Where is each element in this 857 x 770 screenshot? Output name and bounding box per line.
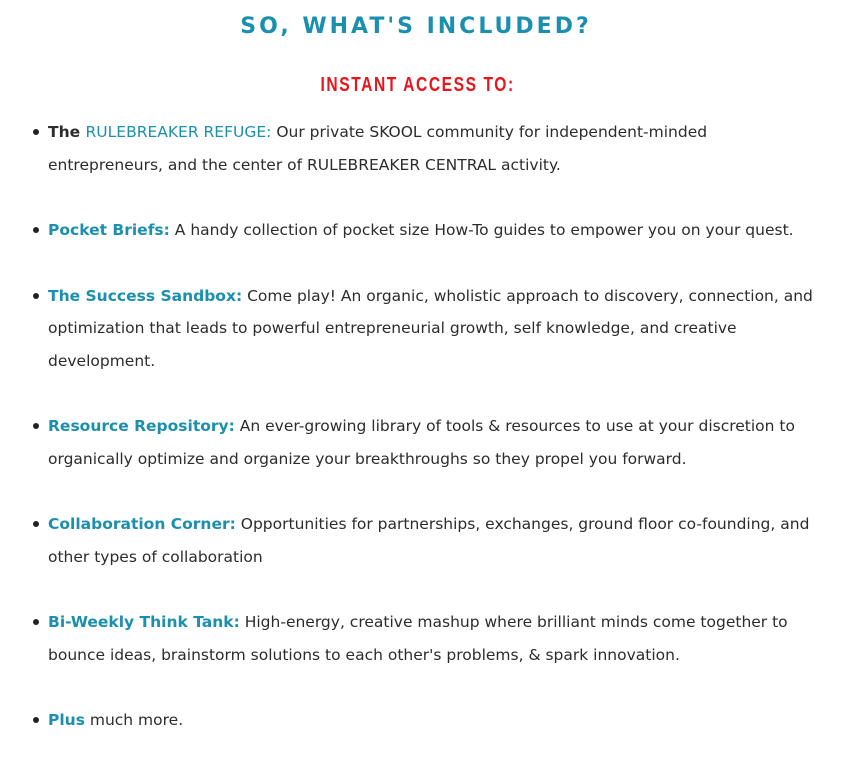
feature-name: Collaboration Corner:: [48, 515, 236, 533]
feature-description: Come play! An organic, wholistic approach to discovery, connection, and optimization that leads to powerful entrepreneurial growth, self knowledge, and creative development.: [48, 286, 813, 370]
feature-prefix: The: [48, 123, 86, 141]
feature-description: An ever-growing library of tools & resources to use at your discretion to organically optimize and organize your breakthroughs so they propel you forward.: [48, 417, 795, 468]
page-title: SO, WHAT'S INCLUDED?: [240, 14, 592, 39]
feature-item-collaboration-corner: [48, 508, 823, 573]
feature-item-resource-repository: [48, 410, 823, 475]
feature-item-rulebreaker-refuge: [48, 116, 823, 181]
section-subtitle: INSTANT ACCESS TO:: [320, 74, 515, 96]
feature-name: Bi-Weekly Think Tank:: [48, 613, 240, 631]
feature-name: Resource Repository:: [48, 417, 235, 435]
feature-name: The Success Sandbox:: [48, 286, 243, 305]
feature-name: Plus: [48, 711, 85, 729]
feature-item-pocket-briefs: [48, 214, 823, 247]
features-list: [48, 116, 823, 770]
feature-name: RULEBREAKER REFUGE:: [85, 123, 272, 141]
feature-item-plus: [48, 704, 823, 737]
feature-description: much more.: [84, 711, 184, 729]
feature-description: Our private SKOOL community for independent-minded entrepreneurs, and the center of RULEBREAKER CENTRAL activity.: [48, 123, 708, 174]
feature-description: Opportunities for partnerships, exchanges, ground floor co-founding, and other types of collaboration: [48, 515, 810, 566]
feature-description: A handy collection of pocket size How-To guides to empower you on your quest.: [169, 221, 794, 239]
feature-item-success-sandbox: [48, 280, 823, 378]
feature-description: High-energy, creative mashup where brilliant minds come together to bounce ideas, brainstorm solutions to each other's problems, & spark innovation.: [48, 613, 788, 664]
feature-item-think-tank: [48, 606, 823, 671]
feature-name: Pocket Briefs:: [48, 221, 170, 239]
